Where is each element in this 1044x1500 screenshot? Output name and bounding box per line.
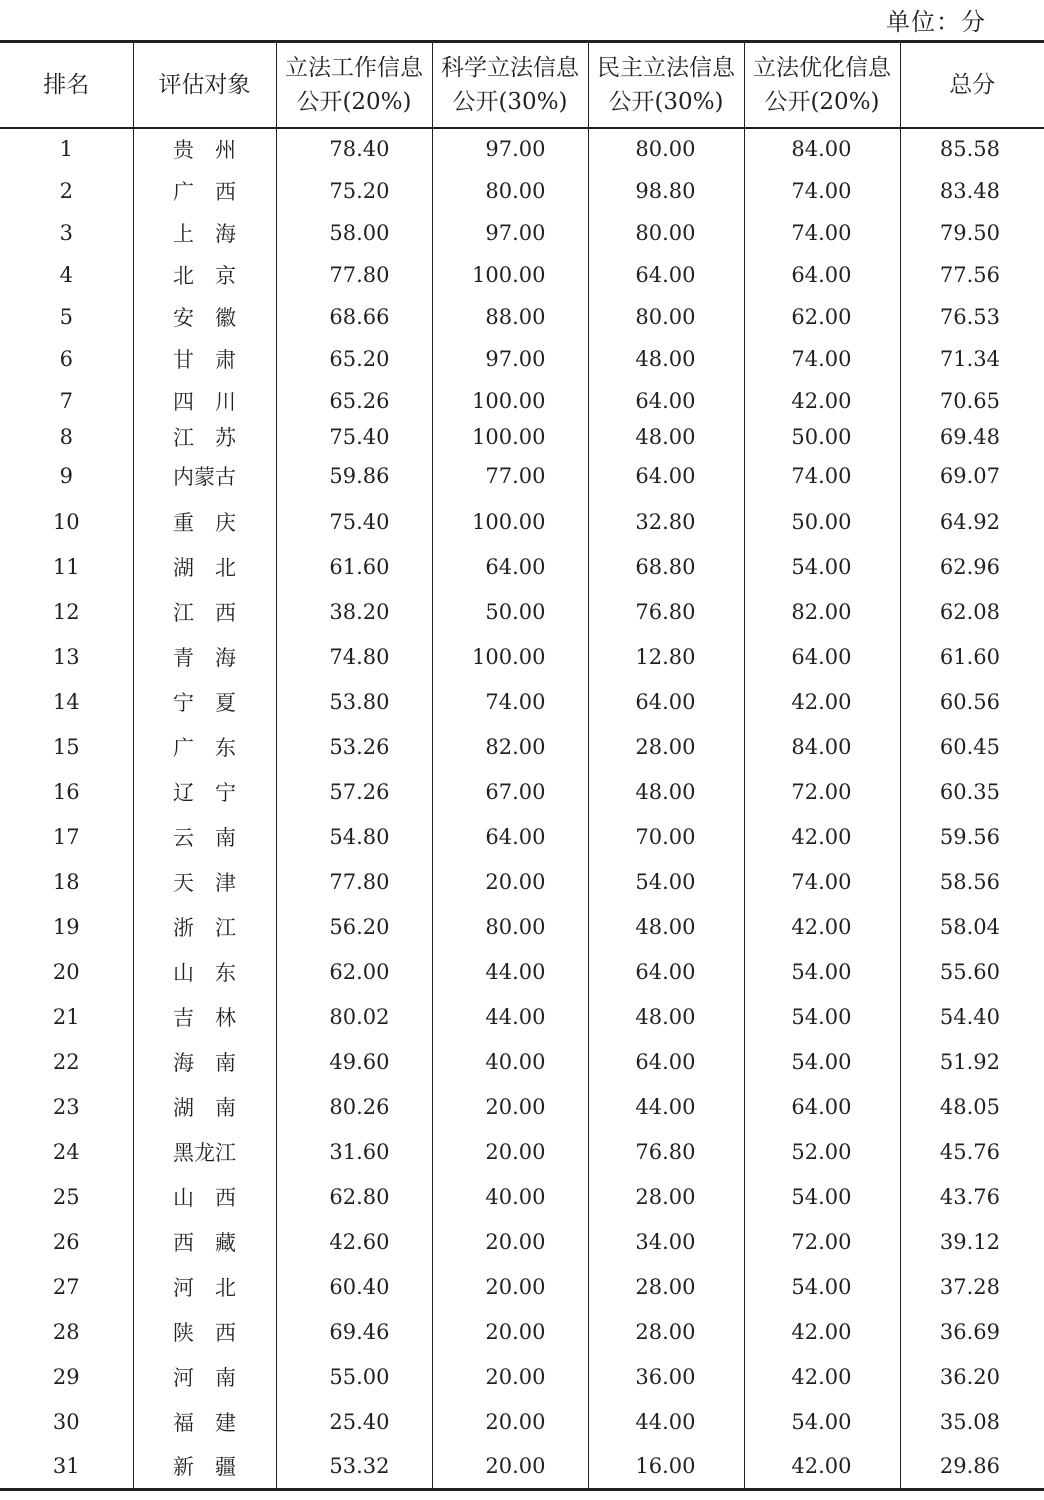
table-row [0,212,1044,254]
row-democratic-legislation-score: 28.00 [588,725,744,770]
row-legislation-optimization-score: 74.00 [744,452,900,500]
row-rank: 15 [52,735,80,759]
row-legislative-work-score: 80.02 [276,995,432,1040]
row-legislation-optimization-score: 42.00 [744,1445,900,1490]
row-legislation-optimization-score: 42.00 [744,380,900,422]
row-target-name: 黑龙江 [133,1130,276,1175]
header-democratic-legislation-info-line2: 公开(30%) [608,88,724,115]
row-rank: 22 [52,1050,80,1074]
row-total-score: 51.92 [900,1040,1044,1085]
row-democratic-legislation-score: 64.00 [588,380,744,422]
row-total-score: 60.35 [900,770,1044,815]
table-row [0,1040,1044,1085]
row-legislative-work-score: 38.20 [276,590,432,635]
row-target-name: 山 西 [133,1175,276,1220]
header-democratic-legislation-info [588,42,744,128]
row-democratic-legislation-score: 54.00 [588,860,744,905]
row-target-name: 上 海 [133,212,276,254]
table-row [0,128,1044,170]
row-target-name: 重 庆 [133,500,276,545]
row-target-name: 江 西 [133,590,276,635]
row-legislation-optimization-score: 72.00 [744,770,900,815]
table-row [0,545,1044,590]
row-rank: 20 [52,960,80,984]
table-row [0,680,1044,725]
row-target-name: 河 南 [133,1355,276,1400]
row-total-score: 55.60 [900,950,1044,995]
header-legislation-optimization-info [744,42,900,128]
row-legislative-work-score: 53.80 [276,680,432,725]
row-rank: 18 [52,870,80,894]
row-scientific-legislation-score: 40.00 [432,1040,588,1085]
row-legislative-work-score: 54.80 [276,815,432,860]
row-scientific-legislation-score: 97.00 [432,128,588,170]
row-total-score: 39.12 [900,1220,1044,1265]
header-total: 总分 [900,42,1044,128]
row-democratic-legislation-score: 64.00 [588,680,744,725]
table-row [0,995,1044,1040]
row-total-score: 48.05 [900,1085,1044,1130]
row-scientific-legislation-score: 44.00 [432,950,588,995]
row-rank: 19 [52,915,80,939]
row-scientific-legislation-score: 64.00 [432,815,588,860]
table-row [0,296,1044,338]
row-legislative-work-score: 55.00 [276,1355,432,1400]
row-scientific-legislation-score: 97.00 [432,212,588,254]
row-rank: 11 [52,555,80,579]
row-rank: 29 [52,1365,80,1389]
row-scientific-legislation-score: 100.00 [432,500,588,545]
row-rank: 26 [52,1230,80,1254]
row-scientific-legislation-score: 20.00 [432,1310,588,1355]
header-target: 评估对象 [133,42,276,128]
table-body [0,128,1044,1490]
row-rank: 14 [52,690,80,714]
row-legislative-work-score: 75.40 [276,422,432,452]
row-total-score: 37.28 [900,1265,1044,1310]
row-total-score: 69.48 [900,422,1044,452]
row-scientific-legislation-score: 100.00 [432,422,588,452]
row-legislation-optimization-score: 84.00 [744,128,900,170]
row-total-score: 29.86 [900,1445,1044,1490]
row-scientific-legislation-score: 100.00 [432,254,588,296]
row-rank: 5 [59,304,73,329]
row-democratic-legislation-score: 68.80 [588,545,744,590]
table-header [0,42,1044,128]
row-target-name: 宁 夏 [133,680,276,725]
row-legislation-optimization-score: 54.00 [744,1400,900,1445]
row-legislative-work-score: 58.00 [276,212,432,254]
table-row [0,170,1044,212]
table-row [0,1175,1044,1220]
table-row [0,635,1044,680]
table-row [0,1220,1044,1265]
row-target-name: 内蒙古 [133,452,276,500]
row-legislative-work-score: 60.40 [276,1265,432,1310]
row-democratic-legislation-score: 36.00 [588,1355,744,1400]
row-democratic-legislation-score: 48.00 [588,338,744,380]
row-scientific-legislation-score: 20.00 [432,1085,588,1130]
table-row [0,1130,1044,1175]
row-total-score: 54.40 [900,995,1044,1040]
row-legislation-optimization-score: 42.00 [744,1310,900,1355]
row-democratic-legislation-score: 44.00 [588,1400,744,1445]
row-democratic-legislation-score: 80.00 [588,212,744,254]
header-legislation-optimization-info-line2: 公开(20%) [764,88,880,115]
row-democratic-legislation-score: 28.00 [588,1175,744,1220]
row-democratic-legislation-score: 28.00 [588,1265,744,1310]
row-total-score: 70.65 [900,380,1044,422]
row-legislative-work-score: 53.32 [276,1445,432,1490]
row-legislative-work-score: 62.00 [276,950,432,995]
row-target-name: 广 西 [133,170,276,212]
row-scientific-legislation-score: 77.00 [432,452,588,500]
table-row [0,1355,1044,1400]
row-rank: 9 [59,463,73,488]
row-rank: 21 [52,1005,80,1029]
row-legislative-work-score: 69.46 [276,1310,432,1355]
row-total-score: 58.04 [900,905,1044,950]
row-legislative-work-score: 25.40 [276,1400,432,1445]
row-democratic-legislation-score: 80.00 [588,128,744,170]
row-legislation-optimization-score: 50.00 [744,422,900,452]
row-total-score: 71.34 [900,338,1044,380]
row-target-name: 江 苏 [133,422,276,452]
row-total-score: 83.48 [900,170,1044,212]
row-rank: 8 [59,424,73,449]
row-rank: 25 [52,1185,80,1209]
row-legislation-optimization-score: 84.00 [744,725,900,770]
row-total-score: 64.92 [900,500,1044,545]
header-legislative-work-info [276,42,432,128]
row-total-score: 45.76 [900,1130,1044,1175]
row-target-name: 广 东 [133,725,276,770]
row-democratic-legislation-score: 64.00 [588,452,744,500]
row-target-name: 湖 南 [133,1085,276,1130]
row-total-score: 77.56 [900,254,1044,296]
row-legislative-work-score: 75.40 [276,500,432,545]
header-rank: 排名 [0,42,133,128]
row-total-score: 85.58 [900,128,1044,170]
row-target-name: 陕 西 [133,1310,276,1355]
row-total-score: 76.53 [900,296,1044,338]
row-legislative-work-score: 53.26 [276,725,432,770]
row-scientific-legislation-score: 20.00 [432,860,588,905]
table-row [0,770,1044,815]
table-row [0,1310,1044,1355]
row-legislation-optimization-score: 54.00 [744,1175,900,1220]
row-democratic-legislation-score: 34.00 [588,1220,744,1265]
table-row [0,452,1044,500]
row-scientific-legislation-score: 40.00 [432,1175,588,1220]
row-total-score: 58.56 [900,860,1044,905]
row-scientific-legislation-score: 88.00 [432,296,588,338]
header-legislative-work-info-line1: 立法工作信息 [285,54,423,81]
row-scientific-legislation-score: 20.00 [432,1355,588,1400]
row-scientific-legislation-score: 64.00 [432,545,588,590]
row-legislative-work-score: 77.80 [276,860,432,905]
row-target-name: 辽 宁 [133,770,276,815]
row-scientific-legislation-score: 100.00 [432,635,588,680]
row-scientific-legislation-score: 20.00 [432,1400,588,1445]
table-row [0,950,1044,995]
row-legislative-work-score: 31.60 [276,1130,432,1175]
row-democratic-legislation-score: 32.80 [588,500,744,545]
row-legislation-optimization-score: 52.00 [744,1130,900,1175]
row-legislation-optimization-score: 74.00 [744,338,900,380]
row-scientific-legislation-score: 67.00 [432,770,588,815]
row-legislation-optimization-score: 82.00 [744,590,900,635]
row-democratic-legislation-score: 48.00 [588,995,744,1040]
row-democratic-legislation-score: 48.00 [588,905,744,950]
row-target-name: 西 藏 [133,1220,276,1265]
header-row [0,42,1044,128]
row-legislation-optimization-score: 64.00 [744,1085,900,1130]
header-scientific-legislation-info-line1: 科学立法信息 [441,54,579,81]
table-row [0,422,1044,452]
header-scientific-legislation-info [432,42,588,128]
row-rank: 3 [59,220,73,245]
row-total-score: 79.50 [900,212,1044,254]
row-legislative-work-score: 78.40 [276,128,432,170]
row-rank: 23 [52,1095,80,1119]
table-row [0,1400,1044,1445]
row-total-score: 36.69 [900,1310,1044,1355]
row-target-name: 山 东 [133,950,276,995]
row-legislation-optimization-score: 42.00 [744,1355,900,1400]
row-scientific-legislation-score: 20.00 [432,1265,588,1310]
row-legislation-optimization-score: 74.00 [744,212,900,254]
row-legislation-optimization-score: 42.00 [744,905,900,950]
table-row [0,905,1044,950]
header-legislation-optimization-info-line1: 立法优化信息 [753,54,891,81]
table-row [0,1085,1044,1130]
row-rank: 6 [59,346,73,371]
row-democratic-legislation-score: 28.00 [588,1310,744,1355]
row-scientific-legislation-score: 20.00 [432,1220,588,1265]
row-scientific-legislation-score: 74.00 [432,680,588,725]
row-democratic-legislation-score: 80.00 [588,296,744,338]
row-rank: 4 [59,262,73,287]
row-democratic-legislation-score: 64.00 [588,1040,744,1085]
table-row [0,725,1044,770]
row-total-score: 69.07 [900,452,1044,500]
row-democratic-legislation-score: 70.00 [588,815,744,860]
row-target-name: 甘 肃 [133,338,276,380]
row-total-score: 62.08 [900,590,1044,635]
row-target-name: 河 北 [133,1265,276,1310]
row-democratic-legislation-score: 48.00 [588,770,744,815]
row-democratic-legislation-score: 64.00 [588,254,744,296]
row-scientific-legislation-score: 44.00 [432,995,588,1040]
row-rank: 30 [52,1410,80,1434]
row-scientific-legislation-score: 20.00 [432,1130,588,1175]
row-democratic-legislation-score: 12.80 [588,635,744,680]
table-row [0,500,1044,545]
row-legislative-work-score: 49.60 [276,1040,432,1085]
row-target-name: 福 建 [133,1400,276,1445]
row-democratic-legislation-score: 98.80 [588,170,744,212]
row-target-name: 青 海 [133,635,276,680]
row-rank: 10 [52,510,80,534]
table-row [0,860,1044,905]
row-rank: 12 [52,600,80,624]
unit-label: 单位：分 [886,8,986,36]
row-target-name: 湖 北 [133,545,276,590]
table-row [0,254,1044,296]
row-scientific-legislation-score: 97.00 [432,338,588,380]
row-target-name: 新 疆 [133,1445,276,1490]
row-legislation-optimization-score: 54.00 [744,545,900,590]
row-total-score: 61.60 [900,635,1044,680]
row-rank: 7 [59,388,73,413]
row-legislative-work-score: 80.26 [276,1085,432,1130]
row-target-name: 海 南 [133,1040,276,1085]
row-rank: 31 [0,1445,133,1490]
row-legislative-work-score: 59.86 [276,452,432,500]
row-legislation-optimization-score: 50.00 [744,500,900,545]
row-legislation-optimization-score: 64.00 [744,635,900,680]
row-scientific-legislation-score: 100.00 [432,380,588,422]
row-legislative-work-score: 68.66 [276,296,432,338]
row-rank: 16 [52,780,80,804]
row-democratic-legislation-score: 44.00 [588,1085,744,1130]
row-rank: 24 [52,1140,80,1164]
row-legislation-optimization-score: 62.00 [744,296,900,338]
row-target-name: 安 徽 [133,296,276,338]
row-legislative-work-score: 75.20 [276,170,432,212]
row-democratic-legislation-score: 76.80 [588,590,744,635]
row-democratic-legislation-score: 64.00 [588,950,744,995]
row-total-score: 36.20 [900,1355,1044,1400]
row-rank: 17 [52,825,80,849]
row-legislation-optimization-score: 54.00 [744,995,900,1040]
row-rank: 2 [59,178,73,203]
row-total-score: 60.56 [900,680,1044,725]
table-row [0,1265,1044,1310]
row-scientific-legislation-score: 50.00 [432,590,588,635]
header-scientific-legislation-info-line2: 公开(30%) [452,88,568,115]
row-total-score: 35.08 [900,1400,1044,1445]
row-total-score: 59.56 [900,815,1044,860]
row-total-score: 43.76 [900,1175,1044,1220]
row-legislative-work-score: 62.80 [276,1175,432,1220]
row-rank: 27 [52,1275,80,1299]
row-democratic-legislation-score: 16.00 [588,1445,744,1490]
row-legislative-work-score: 56.20 [276,905,432,950]
row-legislation-optimization-score: 54.00 [744,950,900,995]
row-legislative-work-score: 65.26 [276,380,432,422]
row-legislation-optimization-score: 74.00 [744,170,900,212]
table-row [0,338,1044,380]
row-legislative-work-score: 65.20 [276,338,432,380]
header-democratic-legislation-info-line1: 民主立法信息 [597,54,735,81]
row-democratic-legislation-score: 48.00 [588,422,744,452]
row-legislative-work-score: 74.80 [276,635,432,680]
row-rank: 1 [59,137,73,161]
header-legislative-work-info-line2: 公开(20%) [296,88,412,115]
row-target-name: 浙 江 [133,905,276,950]
row-total-score: 62.96 [900,545,1044,590]
row-target-name: 北 京 [133,254,276,296]
row-legislation-optimization-score: 64.00 [744,254,900,296]
row-target-name: 贵 州 [133,128,276,170]
row-target-name: 天 津 [133,860,276,905]
row-rank: 28 [52,1320,80,1344]
row-legislation-optimization-score: 42.00 [744,680,900,725]
row-legislation-optimization-score: 54.00 [744,1040,900,1085]
row-legislative-work-score: 57.26 [276,770,432,815]
row-target-name: 吉 林 [133,995,276,1040]
row-legislative-work-score: 42.60 [276,1220,432,1265]
row-target-name: 云 南 [133,815,276,860]
row-scientific-legislation-score: 20.00 [432,1445,588,1490]
table-row [0,380,1044,422]
row-democratic-legislation-score: 76.80 [588,1130,744,1175]
ranking-table [0,40,1044,1491]
row-total-score: 60.45 [900,725,1044,770]
row-legislation-optimization-score: 74.00 [744,860,900,905]
row-legislative-work-score: 61.60 [276,545,432,590]
row-scientific-legislation-score: 80.00 [432,170,588,212]
table-row [0,590,1044,635]
row-scientific-legislation-score: 80.00 [432,905,588,950]
row-legislation-optimization-score: 42.00 [744,815,900,860]
row-scientific-legislation-score: 82.00 [432,725,588,770]
row-legislation-optimization-score: 54.00 [744,1265,900,1310]
table-row [0,1445,1044,1490]
row-target-name: 四 川 [133,380,276,422]
table-row [0,815,1044,860]
row-legislation-optimization-score: 72.00 [744,1220,900,1265]
row-rank: 13 [52,645,80,669]
row-legislative-work-score: 77.80 [276,254,432,296]
